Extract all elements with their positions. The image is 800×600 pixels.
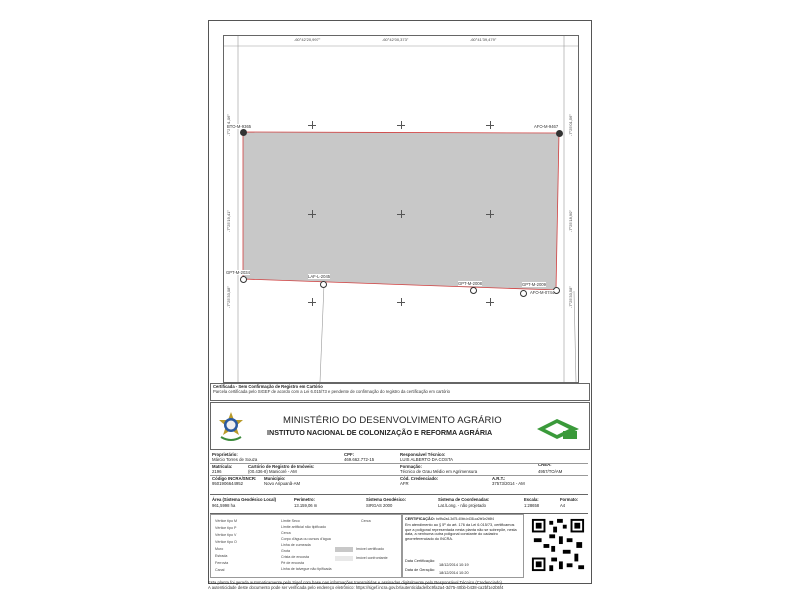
legend-item: Limite Seco — [281, 519, 300, 523]
qr-code — [529, 517, 587, 573]
legend-item: Vértice tipo V — [215, 533, 237, 537]
page-footer — [208, 580, 598, 590]
left-tick-3: -7°25'33,08" — [226, 286, 231, 308]
institute-title: INSTITUTO NACIONAL DE COLONIZAÇÃO E REFORMA AGRÁRIA — [267, 428, 493, 437]
proprietario-label: Proprietário: — [212, 452, 238, 457]
certification-status-box — [210, 383, 590, 401]
certification-text: Parcela certificada pelo SIGEF de acordo com a Lei 6.015/73 e pendente de confirmação do registro da certificação em cartório — [213, 389, 450, 394]
grid-cross — [486, 298, 494, 306]
codigo-incra-value: 9501906644952 — [212, 481, 244, 486]
area-stats — [210, 494, 588, 514]
legend-item: Vértice tipo O — [215, 540, 237, 544]
top-tick-1: -60°42'20,997" — [294, 37, 321, 42]
grid-cross — [308, 121, 316, 129]
vertex-label: AFO-M-9467 — [534, 124, 559, 129]
cartorio-label: Cartório de Registro de Imóveis: — [248, 464, 315, 469]
escala-label: Escala: — [524, 497, 539, 502]
municipio-value: Novo Aripuanã-AM — [264, 481, 301, 486]
legend-item: Linha de talvegue não tipificada — [281, 567, 332, 571]
grid-cross — [308, 210, 316, 218]
certificacao-label: CERTIFICAÇÃO: — [405, 517, 435, 521]
codigo-incra-label: Código INCRA/SNCR: — [212, 476, 257, 481]
certificacao-hash: bc9fa2a4-3d75-40bb-b438-ca2bf1e2b5f4 — [436, 517, 494, 521]
certificacao-text: Em atendimento ao § 5º do art. 176 da Lei 6.015/73, certificamos que a poligonal representada nesta planta não se sobrepõe, nesta data, a nenhuma outra poligonal constante do cadastro georreferenciado do INCRA. — [405, 523, 517, 541]
divider — [210, 475, 588, 476]
data-certificacao-value: 18/12/2014 10:19 — [439, 563, 469, 567]
legend-item: Canal — [215, 568, 225, 572]
legend-item: Limite artificial não tipificado — [281, 525, 326, 529]
right-tick-3: -7°25'33,58" — [568, 286, 573, 308]
crea-label: CREA: — [538, 462, 552, 467]
legend-item: Grota — [281, 549, 290, 553]
vertex-marker — [470, 287, 477, 294]
vertex-label: GPT-M-2009 — [522, 282, 546, 287]
boundary-line-right — [574, 291, 576, 382]
vertex-marker — [520, 290, 527, 297]
responsavel-value: LUIS ALBERTO DA COSTA — [400, 457, 454, 462]
credenciado-value: AFR — [400, 481, 409, 486]
sistema-label: Sistema Geodésico: — [366, 497, 407, 502]
perimetro-label: Perímetro: — [294, 497, 315, 502]
legend-item: Vértice tipo M — [215, 519, 237, 523]
grid-cross — [486, 210, 494, 218]
right-tick-2: -7°25'18,90" — [568, 210, 573, 232]
road-line — [320, 284, 324, 382]
grid-cross — [397, 210, 405, 218]
perimetro-value: 13.159,06 m — [294, 503, 318, 508]
brasao-icon — [217, 411, 245, 443]
vertex-label: GPT-M-2034 — [226, 270, 250, 275]
legend-item: Linha de cumeada — [281, 543, 311, 547]
map-frame — [223, 35, 579, 383]
legend-item: Cerca — [361, 519, 371, 523]
responsavel-label: Responsável Técnico: — [400, 452, 446, 457]
right-tick-1: -7°25'01,56" — [568, 114, 573, 136]
legend-swatch-neighbour — [335, 556, 353, 561]
top-tick-3: -60°41'39,479" — [470, 37, 497, 42]
legend-item: Imóvel confrontante — [356, 556, 388, 560]
legend-item: Corpo d'água ou cursos d'água — [281, 537, 331, 541]
footer-line-2: A autenticidade deste documento pode ser verificada pelo endereço eletrônico: https://sigef.incra.gov.br/autenticidade/bc9fa2a4-3d75-40bb-b438-ca2bf1e2b5f4 — [208, 585, 504, 591]
cartorio-value: (00.436-8) Manicoré - AM — [248, 469, 297, 474]
coordenadas-label: Sistema de Coordenadas: — [438, 497, 490, 502]
credenciado-label: Cód. Credenciado: — [400, 476, 439, 481]
data-geracao-value: 18/12/2014 10:20 — [439, 571, 469, 575]
map-canvas — [224, 36, 578, 382]
footer-line-1: Esta planta foi gerada automaticamente pelo Sigef com base nas informações transmitidas e assinadas digitalmente pelo Responsável Técnico (Credenciado). — [208, 580, 504, 585]
planta-header — [210, 402, 590, 450]
grid-cross — [308, 298, 316, 306]
area-label: Área (Sistema Geodésico Local) — [212, 497, 276, 502]
proprietario-value: Márcio Torres de Souza — [212, 457, 258, 462]
legend-item: Pé de encosta — [281, 561, 304, 565]
formacao-value: Técnico de Grau Médio em Agrimensura — [400, 469, 478, 474]
vertex-marker — [556, 130, 563, 137]
cpf-label: CPF: — [344, 452, 355, 457]
grid-cross — [397, 298, 405, 306]
vertex-label: AFO-M-0744 — [530, 290, 555, 295]
vertex-marker — [240, 129, 247, 136]
legend-item: Ferrovia — [215, 561, 229, 565]
sistema-value: SIRGAS 2000 — [366, 503, 393, 508]
vertex-label: LAF-L-2045 — [308, 274, 331, 279]
area-value: 961,5998 ha — [212, 503, 236, 508]
municipio-label: Município: — [264, 476, 286, 481]
legend-item: Cerca — [281, 531, 291, 535]
ministry-title: MINISTÉRIO DO DESENVOLVIMENTO AGRÁRIO — [283, 415, 502, 426]
left-tick-2: -7°25'19,41" — [226, 210, 231, 232]
legend-item: Imóvel certificado — [356, 547, 384, 551]
art-label: A.R.T.: — [492, 476, 506, 481]
art-value: 37573/2014 - AM — [492, 481, 525, 486]
coordenadas-value: Lat./Long. - não projetado — [438, 503, 486, 508]
data-certificacao-label: Data Certificação: — [405, 559, 436, 563]
legend-item: Vértice tipo P — [215, 526, 237, 530]
cpf-value: 469.662.772-15 — [344, 457, 375, 462]
data-geracao-label: Data de Geração: — [405, 568, 435, 572]
legend-item: Estrada — [215, 554, 228, 558]
legend-item: Muro — [215, 547, 224, 551]
legend-item: Crista de encosta — [281, 555, 309, 559]
divider — [210, 463, 588, 464]
matricula-value: 2196 — [212, 469, 222, 474]
formacao-label: Formação: — [400, 464, 422, 469]
vertex-marker — [320, 281, 327, 288]
vertex-label: GPT-M-2008 — [458, 281, 482, 286]
grid-cross — [397, 121, 405, 129]
legend-swatch-certified — [335, 547, 353, 552]
certificacao-box — [402, 514, 524, 578]
formato-label: Formato: — [560, 497, 579, 502]
map-legend — [210, 514, 402, 578]
certification-title: Certificada - Sem Confirmação de Registro em Cartório — [213, 384, 323, 389]
incra-logo-icon — [535, 413, 581, 441]
grid-cross — [486, 121, 494, 129]
vertex-label: BTO-M-9365 — [227, 124, 252, 129]
formato-value: A4 — [560, 503, 566, 508]
top-tick-2: -60°42'00,373" — [382, 37, 409, 42]
matricula-label: Matrícula: — [212, 464, 233, 469]
vertex-marker — [240, 276, 247, 283]
crea-value: 4957/TO/AM — [538, 469, 563, 474]
escala-value: 1:28658 — [524, 503, 540, 508]
